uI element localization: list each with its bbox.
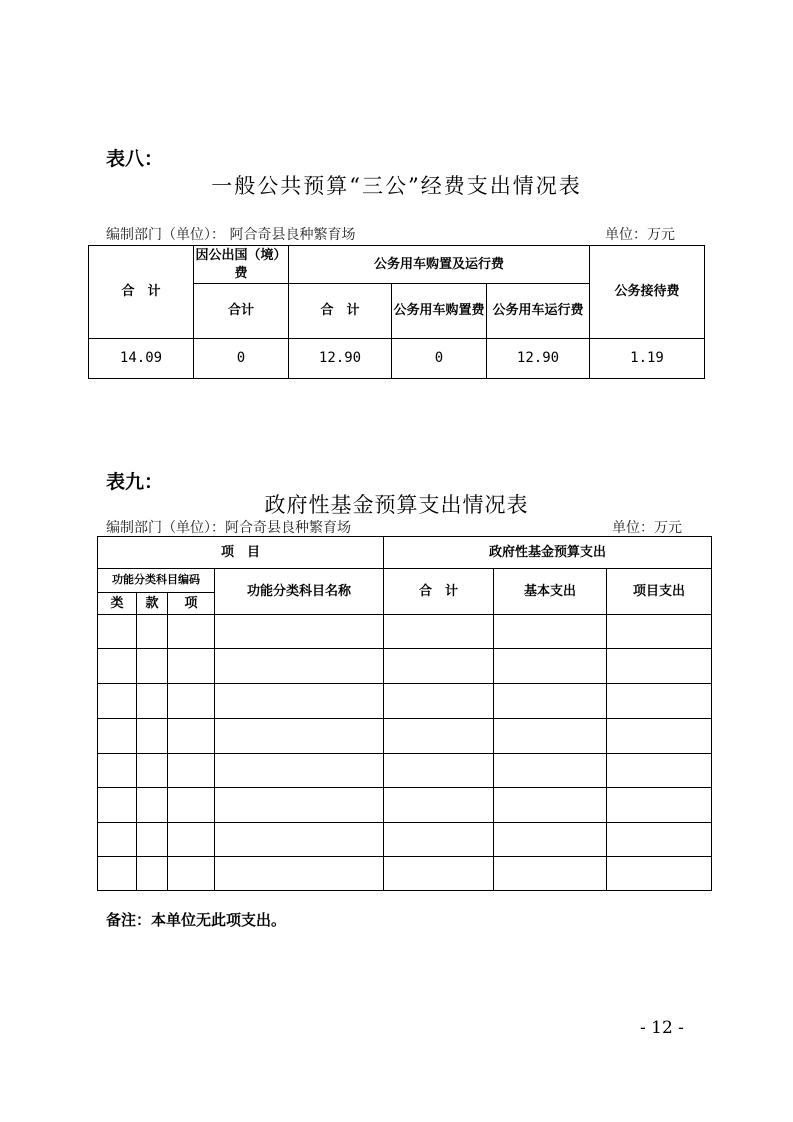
t9-header-project: 项目支出 (607, 569, 712, 615)
table8-label: 表八： (106, 148, 164, 170)
table9-dept: 编制部门（单位）：阿合奇县良种繁育场 (106, 520, 351, 536)
table8-unit: 单位：万元 (605, 227, 675, 243)
t8-header-vehicle-operation: 公务用车运行费 (487, 284, 590, 339)
t9-header-kuan: 款 (137, 593, 168, 615)
t8-header-reception: 公务接待费 (590, 246, 705, 339)
t8-header-vehicle-group: 公务用车购置及运行费 (289, 246, 590, 284)
table8 (88, 245, 705, 379)
t9-header-func-name: 功能分类科目名称 (215, 569, 384, 615)
t8-cell-reception: 1.19 (590, 339, 705, 379)
t8-header-abroad-total: 合计 (194, 284, 289, 339)
t8-cell-total: 14.09 (89, 339, 194, 379)
table-row (98, 754, 712, 788)
t9-header-total: 合 计 (384, 569, 494, 615)
t8-header-abroad: 因公出国（境）费 (194, 246, 289, 284)
t8-header-vehicle-purchase: 公务用车购置费 (392, 284, 487, 339)
t9-header-item: 项 目 (98, 537, 384, 569)
t8-data-row (89, 339, 705, 379)
table9 (97, 536, 712, 891)
footnote: 备注：本单位无此项支出。 (106, 911, 287, 929)
t8-cell-vehicle-purchase: 0 (392, 339, 487, 379)
table9-unit: 单位：万元 (612, 520, 682, 536)
table8-title: 一般公共预算“三公”经费支出情况表 (211, 174, 582, 198)
t9-header-xiang: 项 (168, 593, 215, 615)
t8-cell-vehicle-total: 12.90 (289, 339, 392, 379)
table9-label: 表九： (106, 471, 164, 493)
table-row (98, 719, 712, 754)
t9-header-lei: 类 (98, 593, 137, 615)
table-row (98, 684, 712, 719)
t8-header-total: 合 计 (89, 246, 194, 339)
table-row (98, 857, 712, 891)
table-row (98, 649, 712, 684)
table-row (98, 823, 712, 857)
table8-dept: 编制部门（单位）： 阿合奇县良种繁育场 (106, 227, 356, 243)
t8-header-vehicle-total: 合 计 (289, 284, 392, 339)
page-number: - 12 - (640, 1018, 684, 1038)
t9-header-basic: 基本支出 (494, 569, 607, 615)
table-row (98, 615, 712, 649)
t8-cell-abroad: 0 (194, 339, 289, 379)
t8-cell-vehicle-operation: 12.90 (487, 339, 590, 379)
t9-header-fund-expense: 政府性基金预算支出 (384, 537, 712, 569)
table9-title: 政府性基金预算支出情况表 (264, 493, 529, 517)
t9-header-func-code: 功能分类科目编码 (98, 569, 215, 593)
table-row (98, 788, 712, 823)
